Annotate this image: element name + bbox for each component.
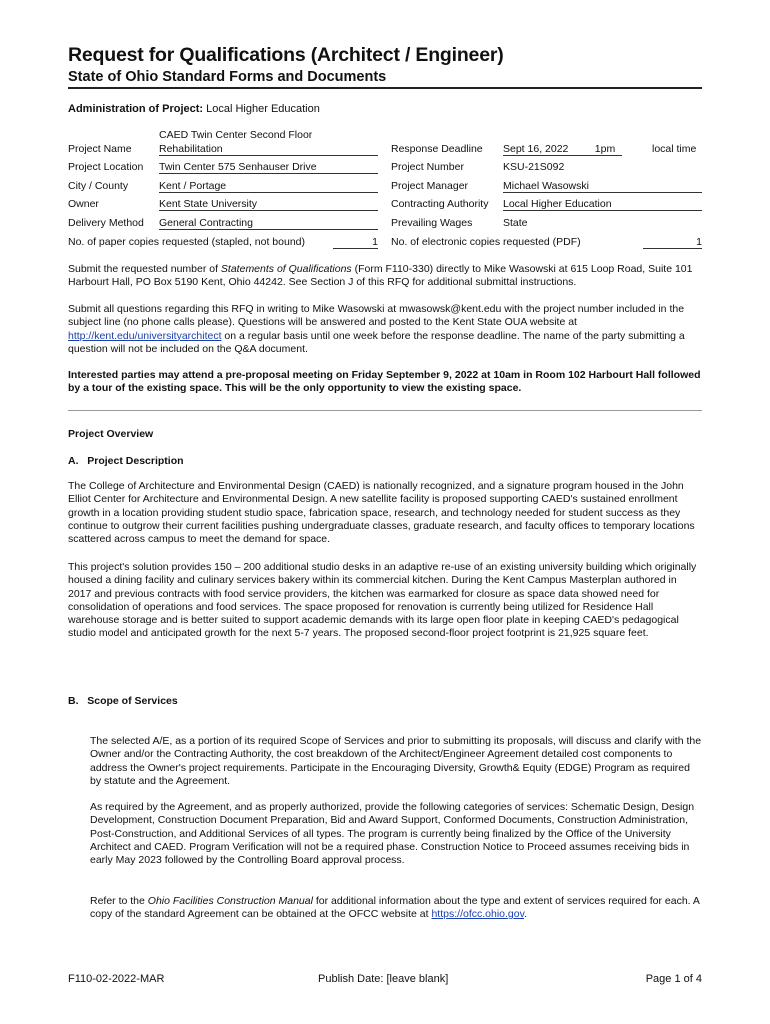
scope-of-services-heading: B. Scope of Services	[68, 695, 178, 707]
response-deadline-suffix: local time	[652, 143, 697, 155]
questions-text-1: Submit all questions regarding this RFQ in writing to Mike Wasowski at mwasowsk@kent.edu with the project number included in the subject line (no phone calls please). Questions will be answered and posted to the Kent State OUA website at	[68, 303, 685, 329]
project-number-value: KSU-21S092	[503, 161, 565, 173]
submit-text-2: (Form F110-330) directly to Mike Wasowski at 615 Loop Road, Suite 101 Harbourt Hall, PO Box 5190 Kent, Ohio 44242. See Section J of this RFQ for additional submittal instructions.	[68, 263, 693, 289]
prevailing-wages-label: Prevailing Wages	[391, 217, 473, 229]
scope-para-1: The selected A/E, as a portion of its required Scope of Services and prior to submitting its proposals, will discuss and clarify with the Owner and/or the Contracting Authority, the cost breakdown of the Architect/Engineer Agreement detailed cost components to address the Owner's project requirements. Participate in the Encouraging Diversity, Growth& Equity (EDGE) Program as required by statute and the Agreement.	[90, 735, 702, 787]
administration-value: Local Higher Education	[206, 103, 320, 115]
owner-value: Kent State University	[159, 198, 378, 211]
preproposal-meeting-notice: Interested parties may attend a pre-proposal meeting on Friday September 9, 2022 at 10am in Room 102 Harbourt Hall followed by a tour of the existing space. This will be the only opportunity to view the existing space.	[68, 369, 701, 395]
contracting-authority-label: Contracting Authority	[391, 198, 489, 210]
document-title: Request for Qualifications (Architect / Engineer)	[68, 44, 504, 66]
delivery-method-value: General Contracting	[159, 217, 378, 230]
scope-3-end: .	[524, 908, 527, 921]
project-location-value: Twin Center 575 Senhauser Drive	[159, 161, 378, 174]
section-divider	[68, 410, 702, 411]
project-description-para-2: This project's solution provides 150 – 200 additional studio desks in an adaptive re-use of an existing university building which originally housed a dining facility and culinary services bakery within its commercial kitchen. During the Kent Campus Masterplan authored in 2017 and previous contracts with food service providers, the kitchen was earmarked for closure as space data showed need for consolidation of operations and food services. The space proposed for renovation is currently being utilized for Residence Hall warehouse storage and is better suited to support academic demands with its large open floor plate in keeping CAED's pedagogical studio model and anticipated growth for the next 5-7 years. The proposed second-floor project footprint is 21,925 square feet.	[68, 561, 697, 640]
project-manager-value: Michael Wasowski	[503, 180, 702, 193]
paper-copies-label: No. of paper copies requested (stapled, not bound)	[68, 236, 305, 248]
electronic-copies-label: No. of electronic copies requested (PDF)	[391, 236, 581, 248]
ofcc-website-link[interactable]: https://ofcc.ohio.gov	[431, 908, 525, 921]
submit-instructions	[68, 263, 702, 290]
administration-label: Administration of Project:	[68, 103, 204, 115]
project-description-para-1: The College of Architecture and Environmental Design (CAED) is nationally recognized, and a signature program housed in the John Elliot Center for Architecture and Environmental Design. A new satellite facility is proposed supporting CAED's sustained enrollment growth in a location providing student studio space, fabrication space, research, and technology needed for student success as they continue to outgrow their current facilities pushing undergraduate classes, graduate research, and faculty offices to temporary locations scattered across campus to meet the demand for space.	[68, 480, 695, 546]
project-location-label: Project Location	[68, 161, 144, 173]
ofcm-title: Ohio Facilities Construction Manual	[147, 895, 313, 907]
project-manager-label: Project Manager	[391, 180, 469, 192]
paper-copies-value: 1	[333, 236, 378, 249]
project-overview-heading: Project Overview	[68, 428, 154, 440]
project-description-heading: A. Project Description	[68, 455, 184, 467]
submit-text-italic: Statements of Qualifications	[220, 263, 352, 275]
city-county-value: Kent / Portage	[159, 180, 378, 193]
project-name-value-line2: Rehabilitation	[159, 143, 378, 156]
scope-3-text-1: Refer to the	[90, 895, 148, 907]
response-deadline-date: Sept 16, 2022	[503, 143, 588, 156]
response-deadline-time: 1pm	[588, 143, 622, 156]
scope-para-2: As required by the Agreement, and as properly authorized, provide the following categories of services: Schematic Design, Design Development, Construction Document Preparation, Bid and Award Support, Conformed Documents, Construction Administration, Post-Construction, and Additional Services of all types. The program is currently being finalized by the Office of the University Architect and CAED. Program Verification will not be a required phase. Construction Notice to Proceed assumes receiving bids in early May 2023 followed by the Controlling Board approval process.	[90, 801, 695, 867]
project-name-value-line1: CAED Twin Center Second Floor	[159, 129, 313, 141]
footer-form-id: F110-02-2022-MAR	[68, 973, 165, 985]
delivery-method-label: Delivery Method	[68, 217, 144, 229]
questions-instructions	[68, 303, 702, 356]
electronic-copies-value: 1	[643, 236, 702, 249]
submit-text-1: Submit the requested number of	[68, 263, 221, 275]
questions-text-2: on a regular basis until one week before the response deadline. The name of the party submitting a question will not be included on the Q&A document.	[68, 329, 685, 355]
project-name-label: Project Name	[68, 143, 132, 155]
contracting-authority-value: Local Higher Education	[503, 198, 702, 211]
document-subtitle: State of Ohio Standard Forms and Documents	[68, 69, 387, 85]
scope-3-text-2: for additional information about the type and extent of services required for each. A copy of the standard Agreement can be obtained at the OFCC website at	[90, 895, 700, 921]
city-county-label: City / County	[68, 180, 129, 192]
header-divider	[68, 87, 702, 89]
response-deadline-label: Response Deadline	[391, 143, 483, 155]
university-architect-link[interactable]: http://kent.edu/universityarchitect	[68, 329, 222, 342]
project-number-label: Project Number	[391, 161, 464, 173]
owner-label: Owner	[68, 198, 99, 210]
footer-page-number: Page 1 of 4	[645, 973, 702, 985]
scope-para-3	[90, 895, 702, 922]
prevailing-wages-value: State	[503, 217, 528, 229]
footer-publish-date: Publish Date: [leave blank]	[318, 973, 449, 985]
administration-line	[68, 103, 320, 115]
